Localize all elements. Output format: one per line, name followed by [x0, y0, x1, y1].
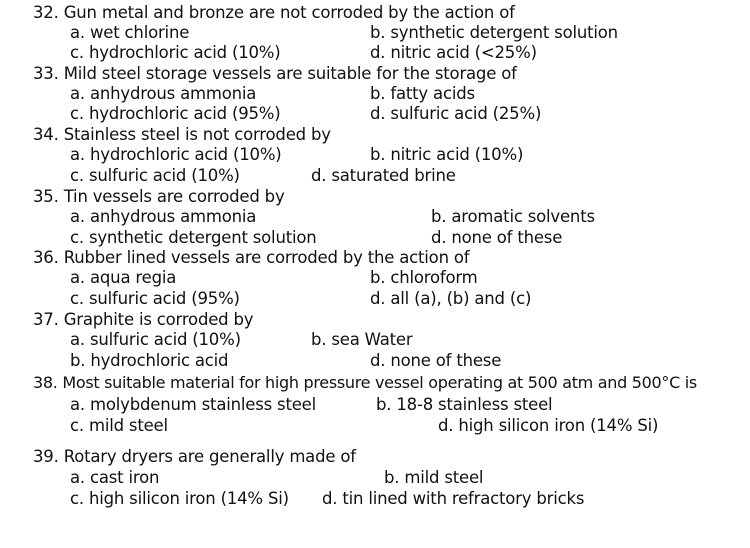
question-text: Rotary dryers are generally made of [63, 447, 356, 466]
option-a: a. wet chlorine [70, 23, 190, 42]
question-text: Rubber lined vessels are corroded by the action of [63, 248, 470, 267]
question-34-stem [33, 125, 331, 145]
option-b: b. mild steel [384, 468, 484, 487]
question-32-stem [33, 3, 515, 23]
question-text: Mild steel storage vessels are suitable for the storage of [63, 64, 517, 83]
question-number: 36. [33, 248, 59, 267]
question-38-stem [33, 373, 697, 393]
question-number: 37. [33, 310, 59, 329]
question-number: 32. [33, 3, 59, 22]
question-number: 34. [33, 125, 59, 144]
option-d: d. nitric acid (<25%) [370, 43, 537, 62]
option-b: b. chloroform [370, 268, 478, 287]
option-c: c. hydrochloric acid (10%) [70, 43, 281, 62]
option-a: a. sulfuric acid (10%) [70, 330, 241, 349]
question-number: 35. [33, 187, 59, 206]
option-c: c. hydrochloric acid (95%) [70, 104, 281, 123]
option-c: c. sulfuric acid (10%) [70, 166, 240, 185]
option-a: a. anhydrous ammonia [70, 84, 257, 103]
question-37-stem [33, 310, 253, 330]
option-c: c. high silicon iron (14% Si) [70, 489, 289, 508]
option-c: c. mild steel [70, 416, 168, 435]
option-c: c. synthetic detergent solution [70, 228, 317, 247]
question-number: 38. [33, 373, 58, 392]
option-d: d. none of these [370, 351, 502, 370]
option-a: a. molybdenum stainless steel [70, 395, 316, 414]
option-c: b. hydrochloric acid [70, 351, 229, 370]
option-b: b. 18-8 stainless steel [376, 395, 553, 414]
option-d: d. tin lined with refractory bricks [322, 489, 585, 508]
question-36-stem [33, 248, 469, 268]
option-b: b. synthetic detergent solution [370, 23, 618, 42]
question-text: Tin vessels are corroded by [63, 187, 285, 206]
question-text: Gun metal and bronze are not corroded by the action of [63, 3, 515, 22]
option-d: d. high silicon iron (14% Si) [438, 416, 659, 435]
option-b: b. fatty acids [370, 84, 475, 103]
option-a: a. anhydrous ammonia [70, 207, 257, 226]
option-b: b. aromatic solvents [431, 207, 595, 226]
question-35-stem [33, 187, 285, 207]
option-d: d. none of these [431, 228, 563, 247]
question-39-stem [33, 447, 356, 467]
question-number: 39. [33, 447, 59, 466]
option-b: b. nitric acid (10%) [370, 145, 524, 164]
option-d: d. saturated brine [311, 166, 456, 185]
option-b: b. sea Water [311, 330, 413, 349]
question-text: Stainless steel is not corroded by [63, 125, 331, 144]
option-d: d. sulfuric acid (25%) [370, 104, 542, 123]
question-number: 33. [33, 64, 59, 83]
question-33-stem [33, 64, 517, 84]
question-text: Graphite is corroded by [63, 310, 254, 329]
option-a: a. cast iron [70, 468, 160, 487]
question-text: Most suitable material for high pressure vessel operating at 500 atm and 500°C is [62, 373, 697, 392]
option-a: a. aqua regia [70, 268, 177, 287]
option-a: a. hydrochloric acid (10%) [70, 145, 282, 164]
option-c: c. sulfuric acid (95%) [70, 289, 240, 308]
option-d: d. all (a), (b) and (c) [370, 289, 532, 308]
